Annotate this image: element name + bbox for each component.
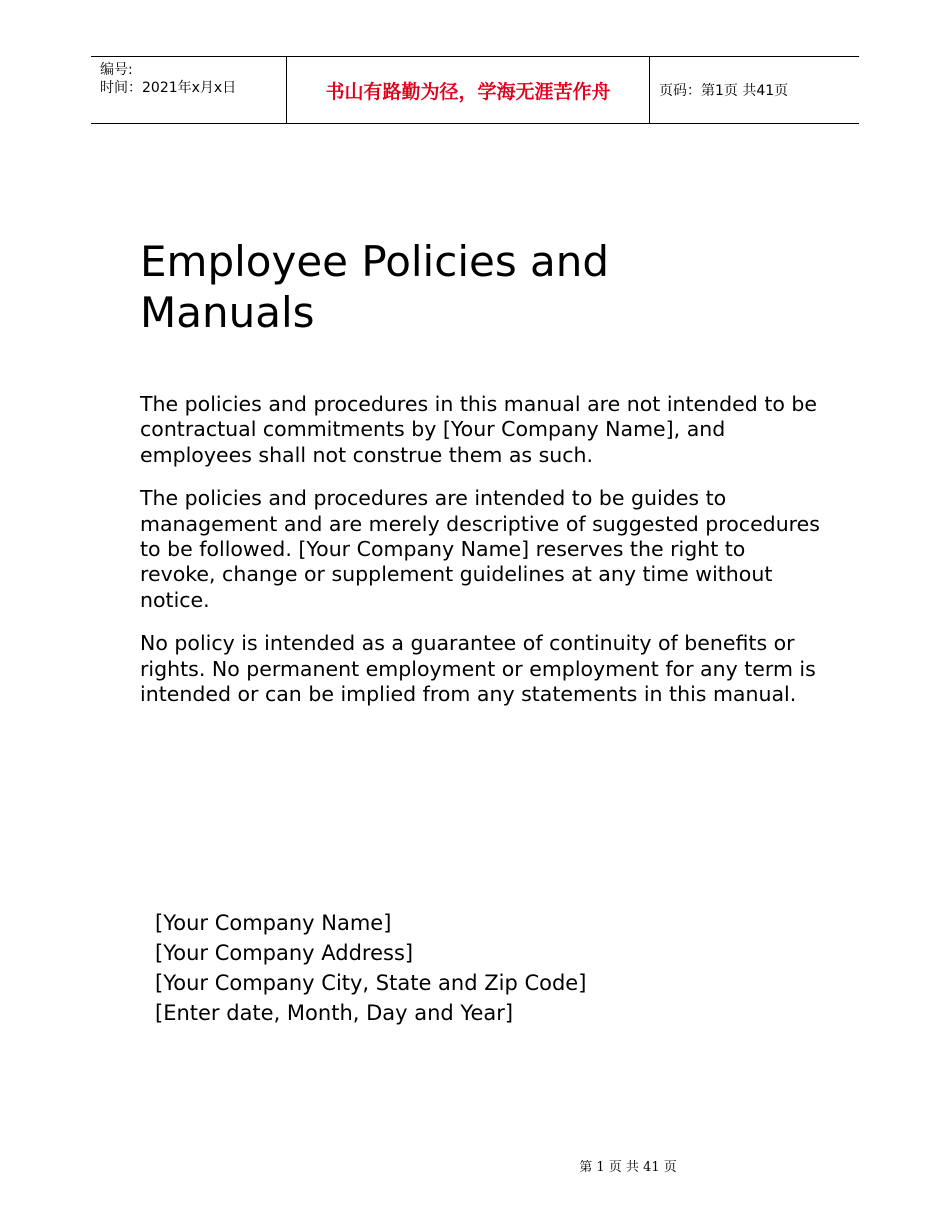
page-footer: 第 1 页 共 41 页 — [579, 1160, 677, 1175]
company-name-line: [Your Company Name] — [155, 911, 392, 935]
code-label: 编号: — [100, 62, 133, 78]
motto-cell — [287, 57, 650, 123]
paragraph: The policies and procedures in this manual are not intended to be contractual commitments by [Your Company Name], and employees shall not construe them as such. — [140, 392, 818, 467]
page-info-cell — [650, 57, 859, 123]
header-table — [91, 56, 859, 124]
header-meta-cell — [91, 57, 287, 123]
disclaimer-body — [140, 392, 820, 726]
time-line: 时间：2021年x月x日 — [100, 80, 237, 96]
date-line: [Enter date, Month, Day and Year] — [155, 1001, 514, 1025]
company-address-block — [155, 908, 755, 1028]
page-label: 页码：第1页 共41页 — [659, 83, 789, 99]
paragraph: The policies and procedures are intended to be guides to management and are merely descriptive of suggested procedures to be followed. [Your Company Name] reserves the right to revoke, change or supplement guidelines at any time without notice. — [140, 486, 820, 612]
motto-text: 书山有路勤为径，学海无涯苦作舟 — [325, 80, 611, 103]
paragraph: No policy is intended as a guarantee of continuity of benefits or rights. No permanent employment or employment for any term is intended or can be implied from any statements in this manual. — [140, 631, 816, 706]
document-title: Employee Policies and Manuals — [140, 237, 610, 337]
company-address-line: [Your Company Address] — [155, 941, 414, 965]
company-city-line: [Your Company City, State and Zip Code] — [155, 971, 587, 995]
